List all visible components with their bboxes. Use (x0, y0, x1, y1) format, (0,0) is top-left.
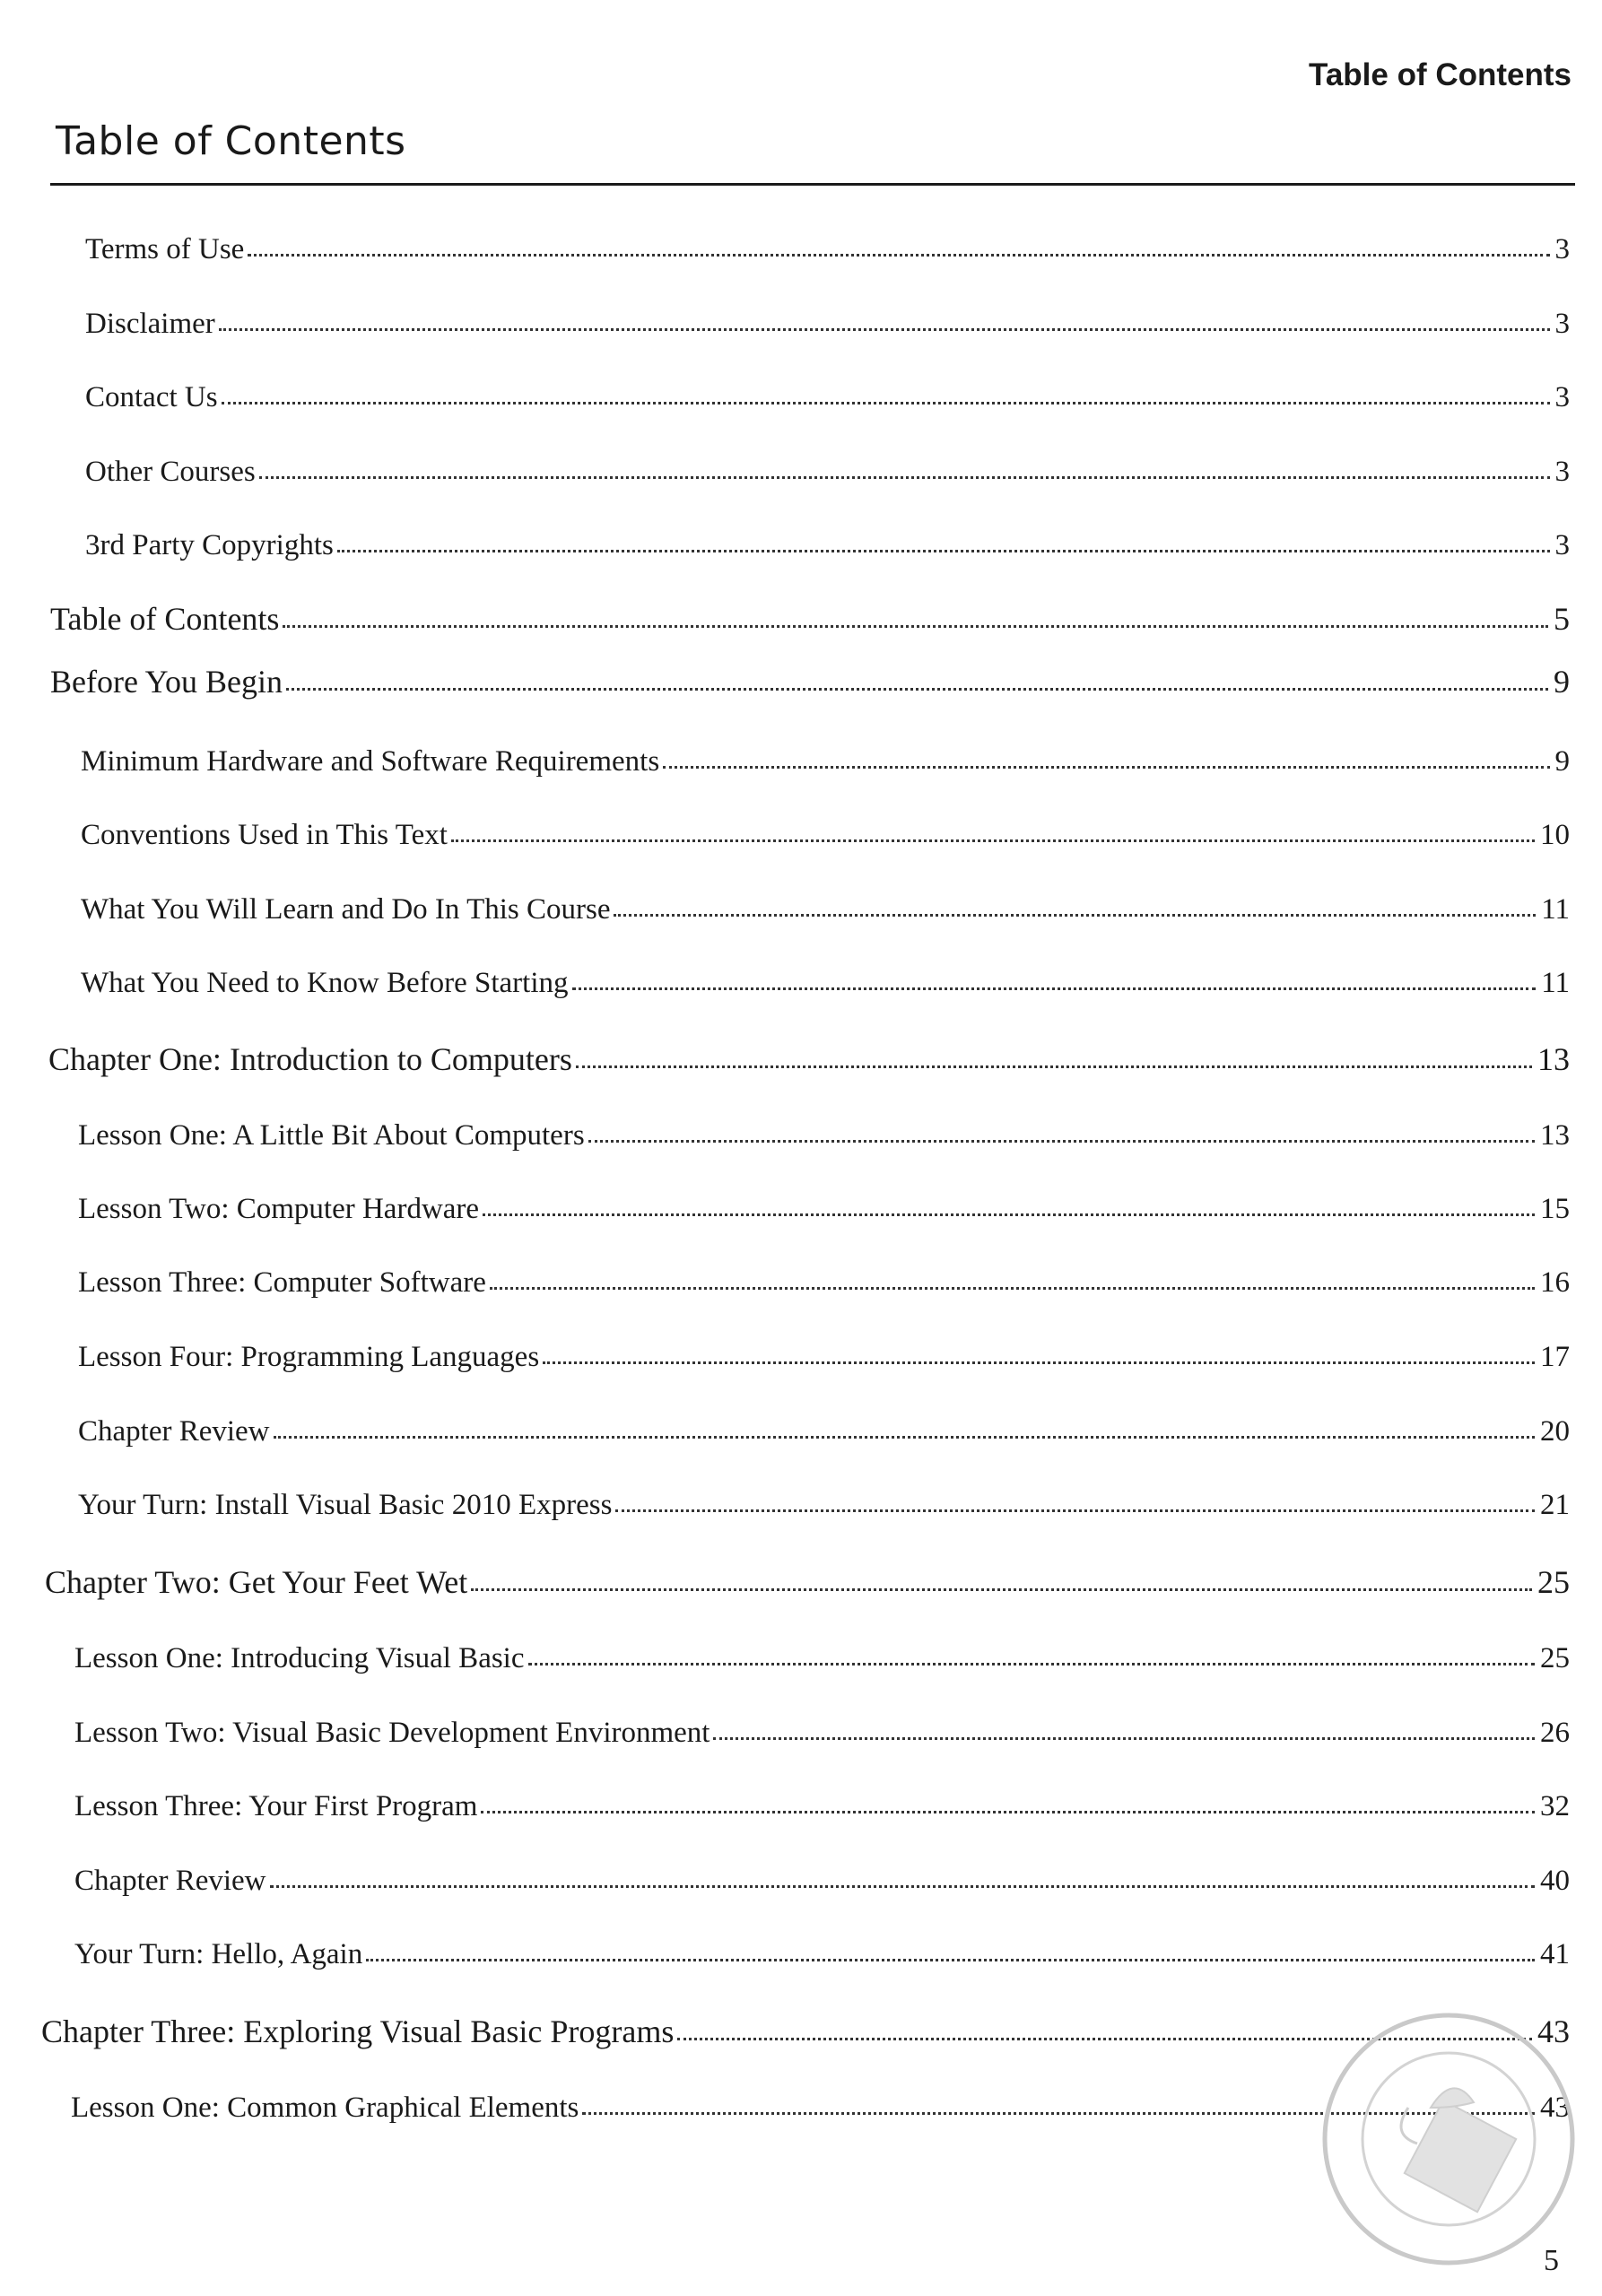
dot-leader (614, 914, 1536, 917)
toc-entry-page: 13 (1540, 1119, 1570, 1152)
page-number: 5 (1544, 2244, 1559, 2277)
toc-entry[interactable] (85, 309, 1570, 339)
dot-leader (248, 254, 1549, 257)
toc-entry[interactable] (78, 1417, 1570, 1447)
toc-entry[interactable] (78, 1491, 1570, 1520)
toc-entry-title: Chapter Review (78, 1415, 270, 1448)
toc-entry-title: Chapter Two: Get Your Feet Wet (45, 1564, 468, 1600)
dot-leader (615, 1509, 1535, 1512)
toc-entry[interactable] (85, 383, 1570, 413)
dot-leader (337, 550, 1550, 552)
dot-leader (366, 1959, 1535, 1961)
toc-entry[interactable] (50, 603, 1570, 635)
toc-entry-page: 3 (1554, 456, 1570, 488)
toc-entry-title: Lesson One: A Little Bit About Computers (78, 1119, 585, 1152)
dot-leader (222, 402, 1550, 404)
toc-entry[interactable] (85, 531, 1570, 561)
dot-leader (663, 766, 1549, 769)
toc-entry-page: 11 (1541, 967, 1570, 999)
toc-entry-page: 17 (1540, 1341, 1570, 1373)
dot-leader (286, 688, 1548, 691)
toc-entry-page: 43 (1540, 2092, 1570, 2124)
toc-entry-page: 5 (1554, 601, 1570, 637)
toc-entry[interactable] (48, 1043, 1570, 1075)
toc-entry-page: 21 (1540, 1489, 1570, 1521)
toc-entry-page: 11 (1541, 893, 1570, 926)
toc-entry-page: 10 (1540, 819, 1570, 851)
dot-leader (481, 1811, 1535, 1813)
dot-leader (219, 328, 1550, 331)
toc-entry-title: Lesson Two: Visual Basic Development Environment (74, 1717, 710, 1749)
toc-entry-title: Chapter Review (74, 1865, 266, 1897)
toc-entry[interactable] (85, 235, 1570, 265)
toc-entry[interactable] (81, 895, 1570, 925)
toc-entry-title: Minimum Hardware and Software Requirements (81, 745, 660, 778)
toc-entry-page: 25 (1537, 1564, 1570, 1600)
toc-entry-title: Table of Contents (50, 601, 280, 637)
toc-entry-page: 15 (1540, 1193, 1570, 1225)
toc-entry[interactable] (74, 1940, 1570, 1970)
dot-leader (572, 987, 1537, 990)
toc-entry-page: 13 (1537, 1041, 1570, 1077)
toc-entry-title: Lesson Two: Computer Hardware (78, 1193, 480, 1225)
toc-entry[interactable] (81, 747, 1570, 777)
toc-entry[interactable] (78, 1121, 1570, 1151)
toc-entry[interactable] (74, 1644, 1570, 1674)
toc-entry-title: Lesson Three: Computer Software (78, 1266, 486, 1299)
toc-entry-title: What You Will Learn and Do In This Course (81, 893, 611, 926)
dot-leader (483, 1213, 1535, 1216)
toc-entry[interactable] (74, 1792, 1570, 1822)
toc-entry-page: 40 (1540, 1865, 1570, 1897)
toc-entry-page: 43 (1537, 2013, 1570, 2049)
running-head: Table of Contents (1309, 57, 1572, 92)
dot-leader (490, 1287, 1535, 1290)
dot-leader (451, 839, 1535, 842)
toc-entry-page: 16 (1540, 1266, 1570, 1299)
toc-entry-page: 3 (1554, 233, 1570, 265)
toc-entry-title: Lesson One: Introducing Visual Basic (74, 1642, 525, 1674)
toc-entry-title: Your Turn: Install Visual Basic 2010 Express (78, 1489, 613, 1521)
toc-entry-title: Other Courses (85, 456, 256, 488)
toc-entry-title: Lesson One: Common Graphical Elements (71, 2092, 579, 2124)
toc-entry-page: 32 (1540, 1790, 1570, 1822)
toc-entry-title: What You Need to Know Before Starting (81, 967, 569, 999)
bookseller-stamp-watermark (1319, 2009, 1579, 2269)
toc-entry-title: Your Turn: Hello, Again (74, 1938, 363, 1970)
dot-leader (588, 1140, 1535, 1143)
toc-entry[interactable] (78, 1268, 1570, 1298)
toc-entry-title: Terms of Use (85, 233, 245, 265)
toc-entry-page: 3 (1554, 529, 1570, 561)
toc-entry-title: 3rd Party Copyrights (85, 529, 334, 561)
toc-entry-title: Chapter Three: Exploring Visual Basic Programs (41, 2013, 675, 2049)
toc-entry[interactable] (78, 1343, 1570, 1372)
toc-entry-page: 9 (1554, 664, 1570, 700)
toc-entry[interactable] (81, 969, 1570, 998)
dot-leader (713, 1737, 1535, 1740)
toc-entry-title: Lesson Four: Programming Languages (78, 1341, 540, 1373)
toc-entry-title: Disclaimer (85, 308, 215, 340)
toc-entry[interactable] (78, 1195, 1570, 1224)
dot-leader (259, 476, 1550, 479)
dot-leader (471, 1588, 1532, 1591)
toc-entry-page: 3 (1554, 381, 1570, 413)
dot-leader (528, 1663, 1536, 1665)
toc-entry-title: Conventions Used in This Text (81, 819, 448, 851)
toc-entry-page: 3 (1554, 308, 1570, 340)
dot-leader (283, 625, 1548, 628)
toc-entry-page: 20 (1540, 1415, 1570, 1448)
toc-entry[interactable] (74, 1718, 1570, 1748)
toc-entry-page: 26 (1540, 1717, 1570, 1749)
toc-entry-title: Chapter One: Introduction to Computers (48, 1041, 572, 1077)
toc-entry-title: Contact Us (85, 381, 218, 413)
toc-entry-page: 41 (1540, 1938, 1570, 1970)
toc-entry-title: Lesson Three: Your First Program (74, 1790, 478, 1822)
toc-entry-page: 9 (1554, 745, 1570, 778)
toc-entry[interactable] (85, 457, 1570, 487)
toc-entry-title: Before You Begin (50, 664, 283, 700)
toc-entry-page: 25 (1540, 1642, 1570, 1674)
dot-leader (270, 1885, 1535, 1888)
dot-leader (576, 1065, 1532, 1068)
dot-leader (274, 1436, 1535, 1439)
toc-entry[interactable] (74, 1866, 1570, 1896)
toc-entry[interactable] (45, 1566, 1570, 1598)
toc-entry[interactable] (50, 665, 1570, 698)
toc-entry[interactable] (81, 821, 1570, 850)
dot-leader (543, 1361, 1535, 1364)
page-title: Table of Contents (56, 118, 406, 164)
